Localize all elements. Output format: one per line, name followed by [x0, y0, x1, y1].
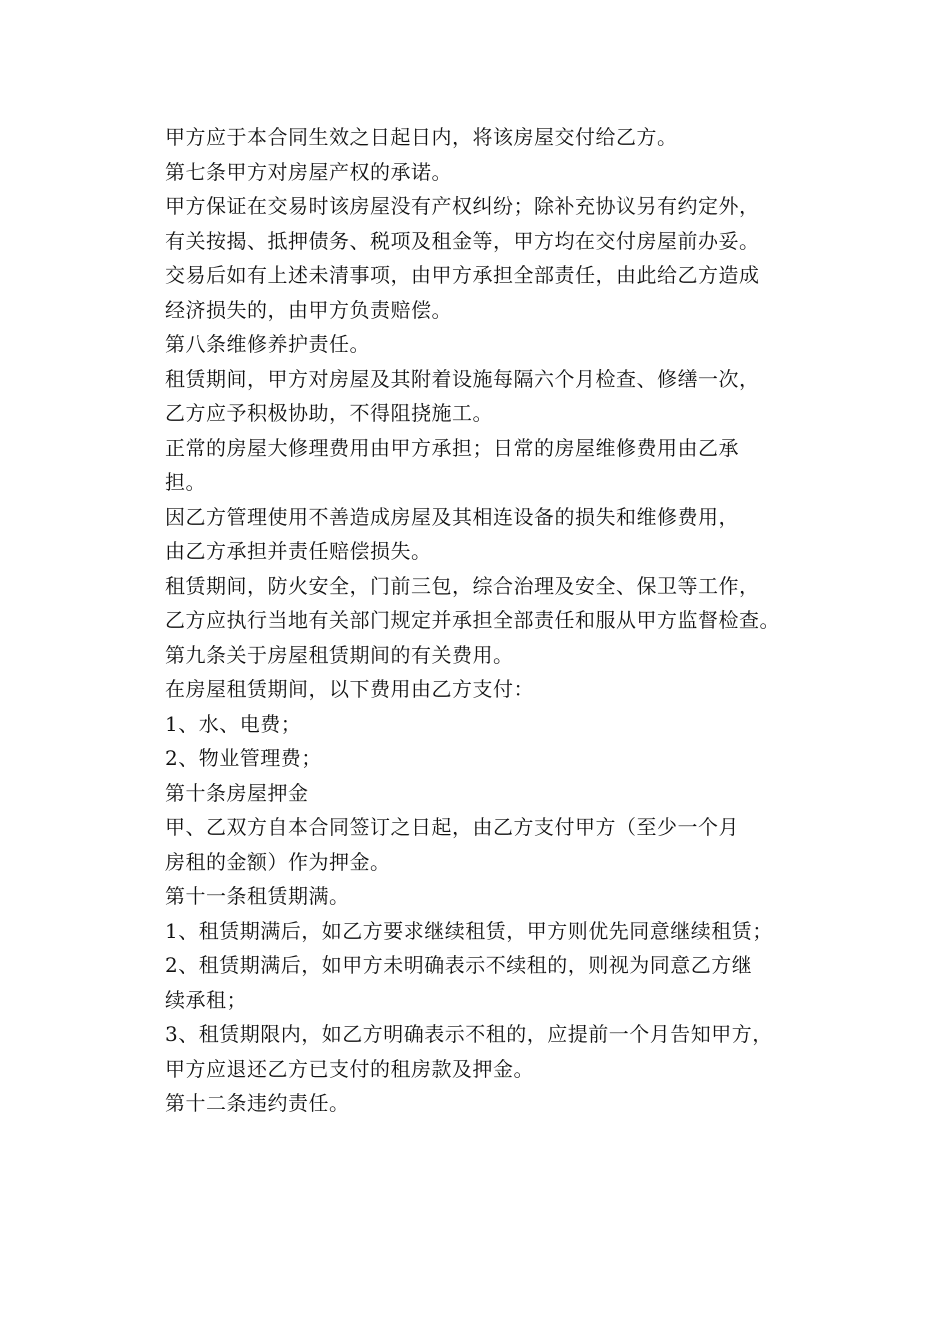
paragraph-line: 房租的金额）作为押金。 [165, 849, 391, 874]
paragraph-line: 租赁期间，甲方对房屋及其附着设施每隔六个月检查、修缮一次， [165, 366, 760, 391]
paragraph [145, 914, 825, 949]
paragraph [145, 672, 825, 707]
paragraph-line: 第十条房屋押金 [165, 780, 309, 805]
paragraph-line: 第七条甲方对房屋产权的承诺。 [165, 159, 452, 184]
paragraph [145, 120, 825, 155]
paragraph [145, 638, 825, 673]
document-body [145, 120, 825, 1121]
paragraph-line: 1、水、电费； [165, 711, 302, 736]
paragraph [145, 155, 825, 190]
paragraph-line: 甲、乙双方自本合同签订之日起，由乙方支付甲方（至少一个月 [165, 815, 739, 839]
paragraph-line: 担。 [165, 470, 206, 494]
paragraph-line: 因乙方管理使用不善造成房屋及其相连设备的损失和维修费用， [165, 504, 739, 529]
paragraph-line: 乙方应予积极协助，不得阻挠施工。 [165, 401, 493, 425]
paragraph-line: 交易后如有上述未清事项，由甲方承担全部责任，由此给乙方造成 [165, 263, 760, 287]
paragraph [145, 327, 825, 362]
paragraph [145, 741, 825, 776]
paragraph-line: 经济损失的，由甲方负责赔偿。 [165, 297, 452, 322]
paragraph-line: 3、租赁期限内，如乙方明确表示不租的，应提前一个月告知甲方， [165, 1022, 773, 1046]
paragraph [145, 879, 825, 914]
paragraph [145, 948, 825, 1017]
paragraph-line: 租赁期间，防火安全，门前三包，综合治理及安全、保卫等工作， [165, 573, 760, 598]
paragraph-line: 在房屋租赁期间，以下费用由乙方支付： [165, 677, 534, 701]
paragraph-line: 第八条维修养护责任。 [165, 332, 370, 356]
paragraph-line: 有关按揭、抵押债务、税项及租金等，甲方均在交付房屋前办妥。 [165, 228, 760, 253]
paragraph [145, 500, 825, 569]
paragraph-line: 第十二条违约责任。 [165, 1091, 350, 1115]
paragraph [145, 1017, 825, 1086]
paragraph-line: 续承租； [165, 987, 247, 1012]
paragraph [145, 189, 825, 327]
paragraph-line: 2、租赁期满后，如甲方未明确表示不续租的，则视为同意乙方继 [165, 953, 753, 977]
paragraph-line: 甲方应退还乙方已支付的租房款及押金。 [165, 1056, 534, 1081]
paragraph-line: 正常的房屋大修理费用由甲方承担；日常的房屋维修费用由乙承 [165, 435, 739, 460]
paragraph-line: 乙方应执行当地有关部门规定并承担全部责任和服从甲方监督检查。 [165, 608, 780, 632]
paragraph [145, 1086, 825, 1121]
paragraph-line: 1、租赁期满后，如乙方要求继续租赁，甲方则优先同意继续租赁； [165, 918, 773, 943]
paragraph [145, 362, 825, 431]
paragraph-line: 由乙方承担并责任赔偿损失。 [165, 539, 432, 563]
paragraph-line: 第十一条租赁期满。 [165, 884, 350, 908]
paragraph-line: 2、物业管理费； [165, 746, 322, 770]
paragraph [145, 810, 825, 879]
paragraph [145, 431, 825, 500]
paragraph [145, 707, 825, 742]
paragraph [145, 776, 825, 811]
paragraph [145, 569, 825, 638]
paragraph-line: 第九条关于房屋租赁期间的有关费用。 [165, 642, 514, 667]
paragraph-line: 甲方保证在交易时该房屋没有产权纠纷；除补充协议另有约定外， [165, 194, 760, 218]
paragraph-line: 甲方应于本合同生效之日起日内，将该房屋交付给乙方。 [165, 125, 678, 149]
